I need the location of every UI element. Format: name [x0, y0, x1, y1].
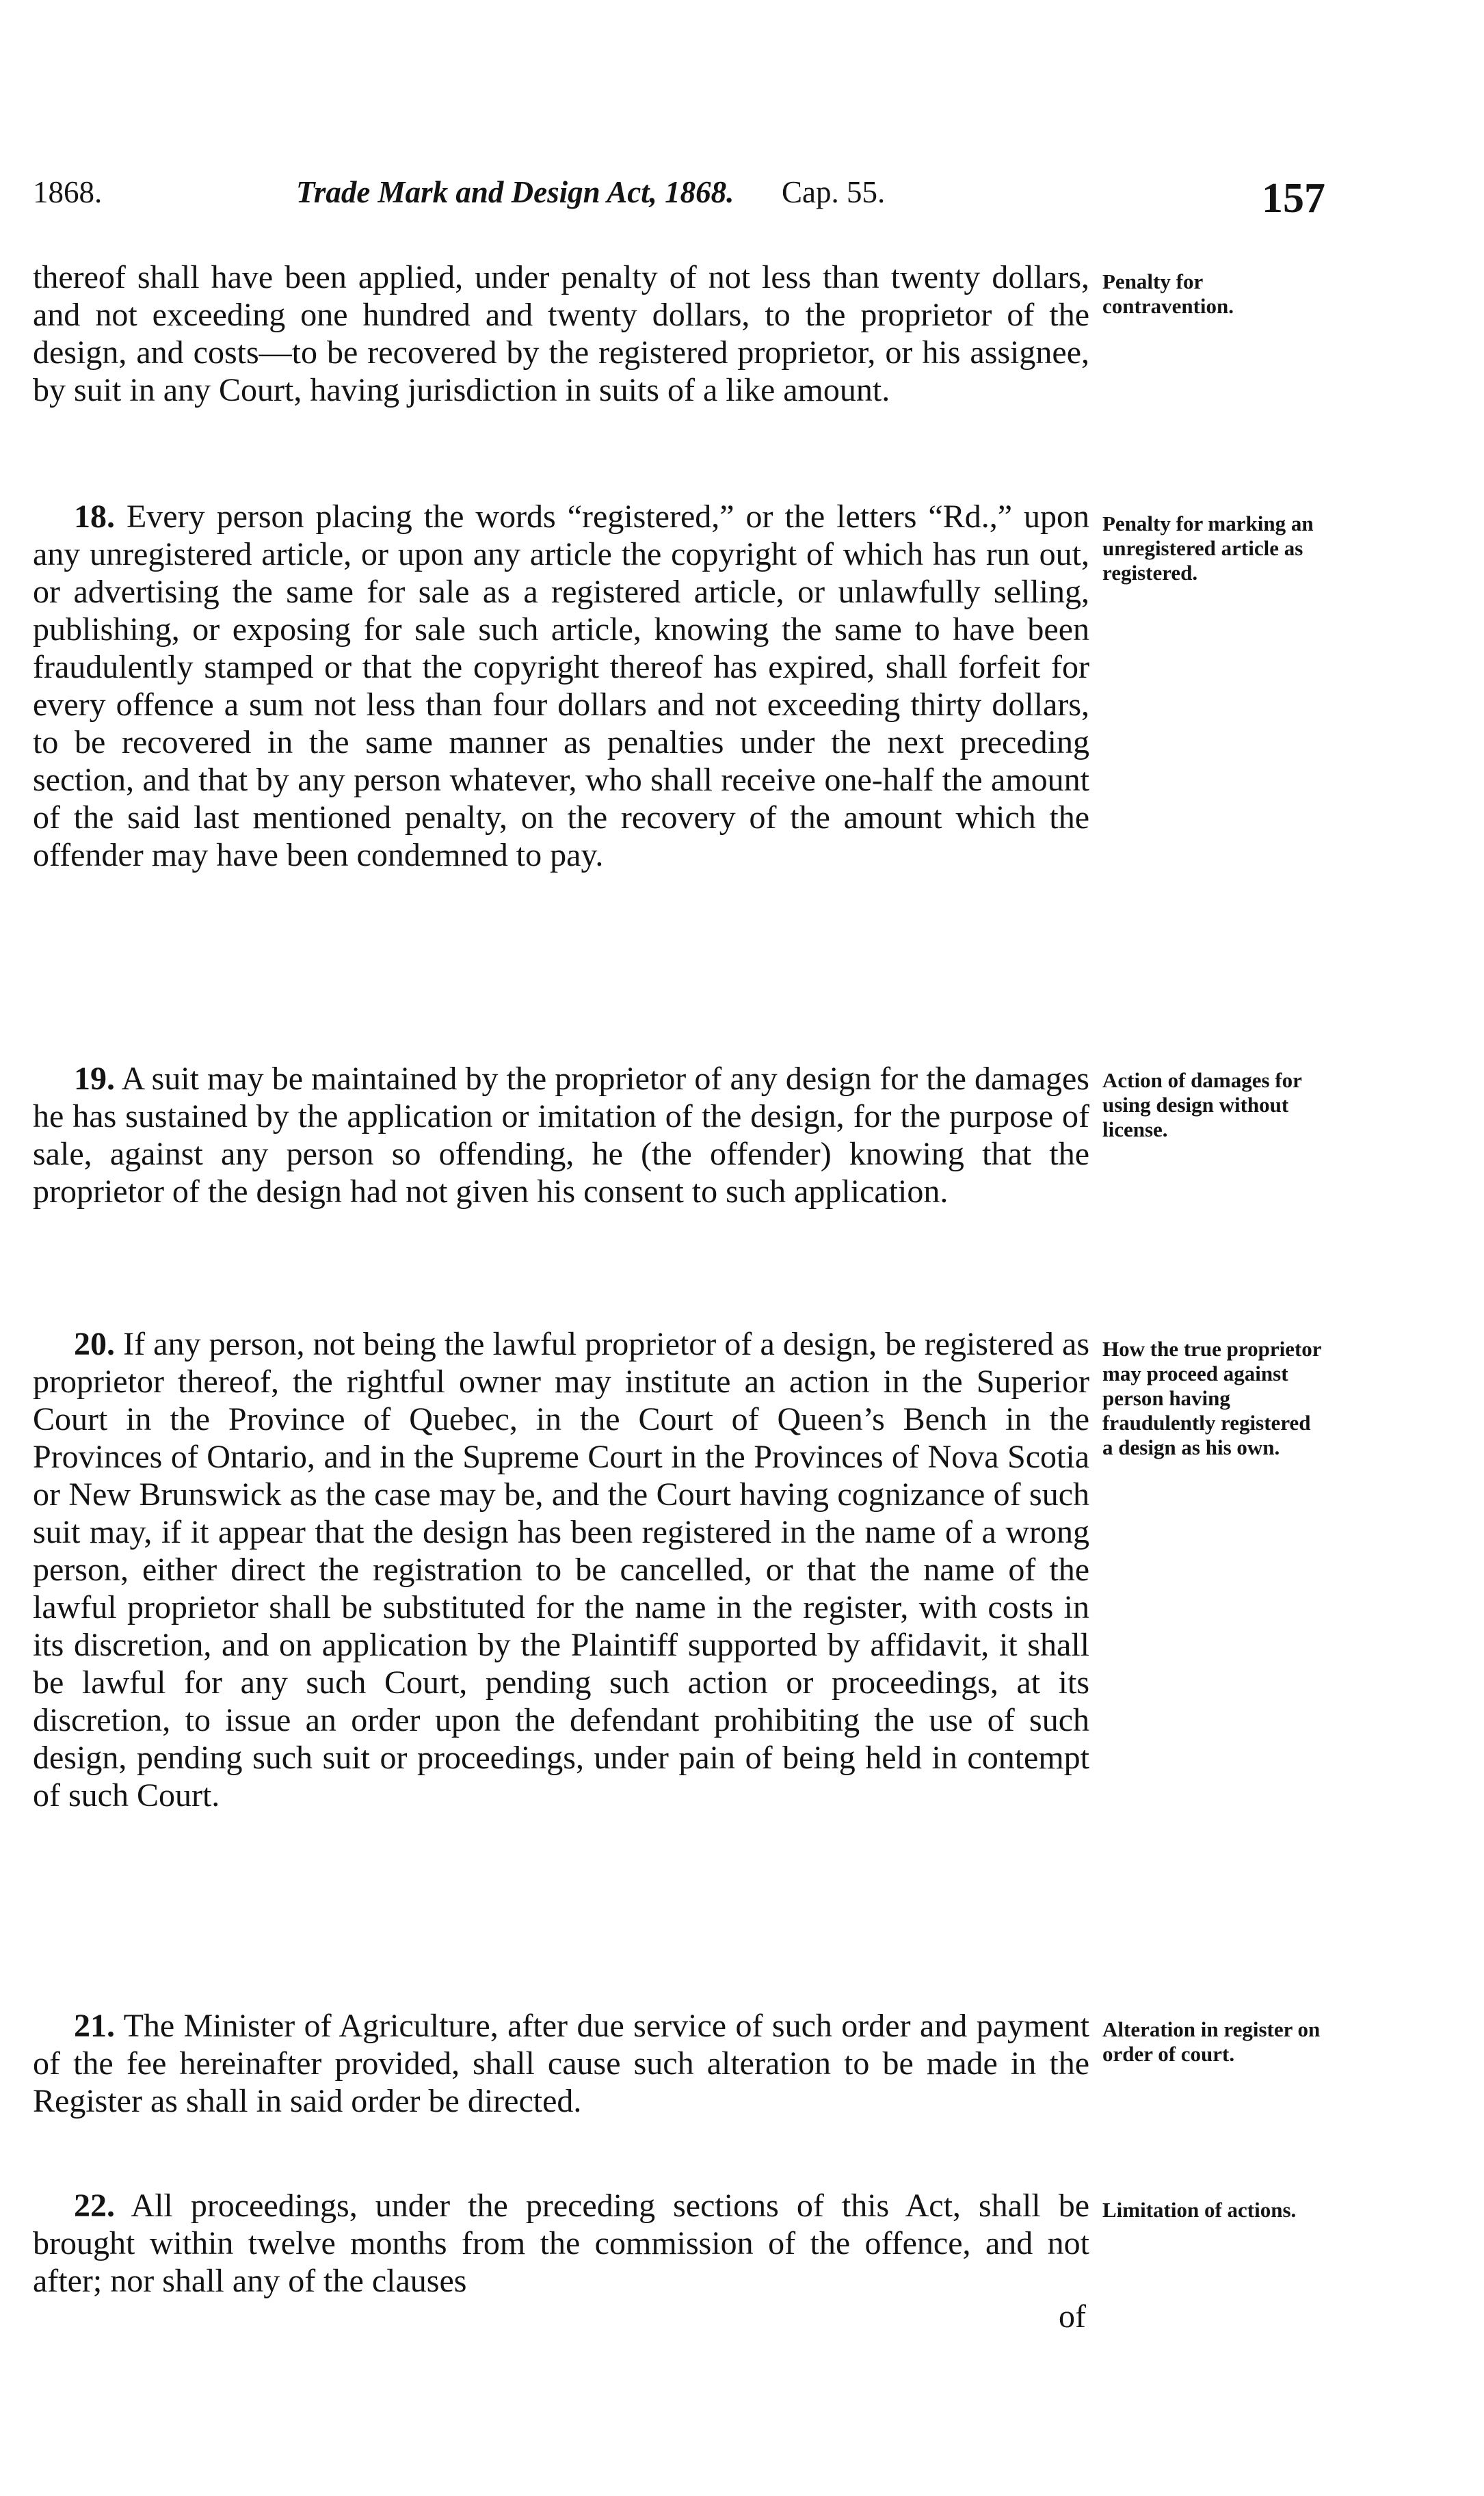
section-number: 21. — [74, 2008, 115, 2044]
section-number: 20. — [74, 1326, 115, 1362]
paragraph-text: thereof shall have been applied, under penalty of not less than twenty dollars, and not exceeding one hundred and twenty dollars, to the proprietor of the design, and costs—to be recovered by the registered proprietor, or his assignee, by suit in any Court, having jurisdiction in suits of a like amount. — [33, 259, 1089, 408]
section-18 — [33, 498, 1089, 874]
sidenote-true-proprietor: How the true proprietor may proceed against person having fraudulently registered a design as his own. — [1102, 1337, 1321, 1459]
sidenote-penalty-marking: Penalty for marking an unregistered article as registered. — [1102, 512, 1314, 585]
section-20 — [33, 1325, 1089, 1814]
section-number: 18. — [74, 499, 115, 535]
paragraph-text: Every person placing the words “registered,” or the letters “Rd.,” upon any unregistered article, or upon any article the copyright of which has run out, or advertising the same for sale as a registered article, or unlawfully selling, publishing, or exposing for sale such article, knowing the same to have been fraudulently stamped or that the copyright thereof has expired, shall forfeit for every offence a sum not less than four dollars and not exceeding thirty dollars, to be recovered in the same manner as penalties under the next preceding section, and that by any person whatever, who shall receive one-half the amount of the said last mentioned penalty, on the recovery of the amount which the offender may have been condemned to pay. — [33, 499, 1090, 873]
continuation-word: of — [1059, 2298, 1086, 2335]
section-19 — [33, 1060, 1089, 1210]
paragraph-text: If any person, not being the lawful proprietor of a design, be registered as proprietor thereof, the rightful owner may institute an action in the Superior Court in the Province of Quebec, in the Court of Queen’s Bench in the Provinces of Ontario, and in the Supreme Court in the Provinces of Nova Scotia or New Brunswick as the case may be, and the Court having cognizance of such suit may, if it appear that the design has been registered in the name of a wrong person, either direct the registration to be cancelled, or that the name of the lawful proprietor shall be substituted for the name in the register, with costs in its discretion, and on application by the Plaintiff supported by affidavit, it shall be lawful for any such Court, pending such action or proceedings, at its discretion, to issue an order upon the defendant prohibiting the use of such design, pending such suit or proceedings, under pain of being held in contempt of such Court. — [33, 1326, 1090, 1814]
paragraph-text: The Minister of Agriculture, after due service of such order and payment of the fee hereinafter provided, shall cause such alteration to be made in the Register as shall in said order be directed. — [33, 2008, 1090, 2119]
header-title: Trade Mark and Design Act, 1868. — [296, 175, 734, 209]
header-chapter: Cap. 55. — [782, 175, 886, 209]
header-year: 1868. — [33, 175, 103, 209]
section-21 — [33, 2007, 1089, 2120]
sidenote-action-damages: Action of damages for using design without license. — [1102, 1068, 1302, 1141]
sidenote-limitation-actions: Limitation of actions. — [1102, 2198, 1297, 2222]
continuation-paragraph — [33, 258, 1089, 409]
sidenote-alteration-register: Alteration in register on order of court. — [1102, 2017, 1321, 2066]
page-number: 157 — [1262, 175, 1325, 222]
section-number: 22. — [74, 2188, 115, 2224]
section-22 — [33, 2187, 1089, 2300]
sidenote-penalty-contravention: Penalty for contravention. — [1102, 269, 1234, 318]
paragraph-text: A suit may be maintained by the proprietor of any design for the damages he has sustained by the application or imitation of the design, for the purpose of sale, against any person so offending, he (the offender) knowing that the proprietor of the design had not given his consent to such application. — [33, 1061, 1089, 1210]
paragraph-text: All proceedings, under the preceding sections of this Act, shall be brought within twelve months from the commission of the offence, and not after; nor shall any of the clauses — [33, 2188, 1089, 2299]
section-number: 19. — [74, 1061, 115, 1097]
running-header — [33, 174, 1325, 222]
